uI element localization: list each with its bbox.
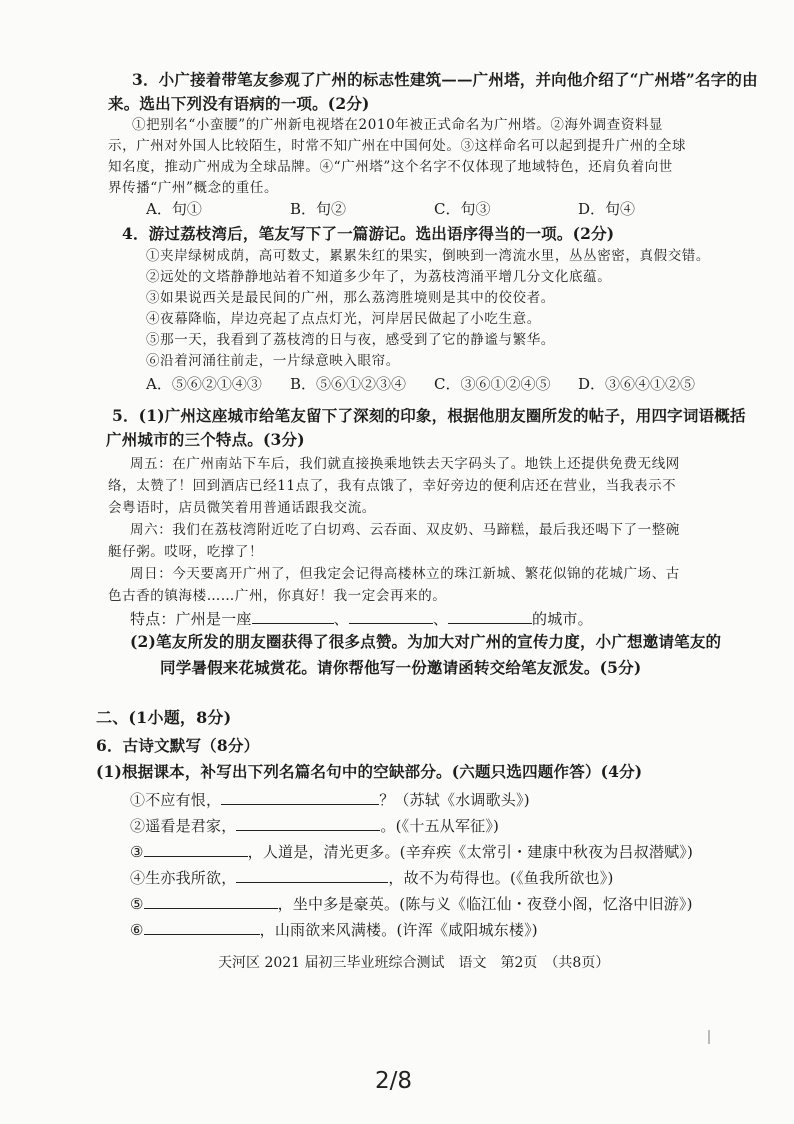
poem-line-6-pre: ⑥ (130, 921, 144, 939)
poem-line-4 (130, 867, 614, 888)
page-footer: 天河区 2021 届初三毕业班综合测试 语文 第2页 （共8页） (218, 955, 610, 971)
q5-post-line6: 周日：今天要离开广州了，但我定会记得高楼林立的珠江新城、繁花似锦的花城广场、古 (130, 566, 680, 582)
q5-post-line5: 艇仔粥。哎呀，吃撑了！ (108, 544, 264, 560)
q3-option-c[interactable]: C．句③ (434, 200, 491, 218)
q3-text-line3: 知名度，推动广州成为全球品牌。④“广州塔”这个名字不仅体现了地域特色，还肩负着向世 (108, 159, 673, 175)
q5-stem-line1: 5．(1)广州这座城市给笔友留下了深刻的印象，根据他朋友圈所发的帖子，用四字词语概括 (112, 406, 746, 425)
poem-line-6 (130, 919, 538, 940)
q3-text-line1: ①把别名“小蛮腰”的广州新电视塔在2010年被正式命名为广州塔。②海外调查资料显 (132, 117, 664, 133)
poem-line-4-pre: ④生亦我所欲， (130, 869, 237, 887)
q4-option-c[interactable]: C．③⑥①②④⑤ (434, 375, 551, 393)
section-2-heading: 二、(1小题，8分) (96, 708, 232, 727)
q6-part1-instruction: (1)根据课本，补写出下列名篇名句中的空缺部分。(六题只选四题作答）(4分) (96, 762, 643, 781)
q4-option-a[interactable]: A．⑤⑥②①④③ (146, 375, 262, 393)
q4-text-line6: ⑥沿着河涌往前走，一片绿意映入眼帘。 (146, 353, 400, 369)
q5-blank-1[interactable] (252, 608, 334, 624)
q6-heading: 6．古诗文默写（8分） (96, 736, 260, 755)
q3-option-d[interactable]: D．句④ (578, 200, 636, 218)
q5-post-line3: 会粤语时，店员微笑着用普通话跟我交流。 (108, 500, 376, 516)
poem-line-5-post: ，坐中多是豪英。(陈与义《临江仙・夜登小阁，忆洛中旧游》) (277, 895, 693, 913)
q3-option-b[interactable]: B．句② (290, 200, 347, 218)
q5-fill-line (130, 608, 593, 629)
poem-line-6-post: ，山雨欲来风满楼。(许浑《咸阳城东楼》) (259, 921, 538, 939)
q5-fill-sep-1: 、 (333, 610, 349, 628)
poem-blank-5[interactable] (144, 893, 278, 909)
q4-text-line3: ③如果说西关是最民间的广州，那么荔湾胜境则是其中的佼佼者。 (146, 290, 555, 306)
poem-blank-6[interactable] (144, 919, 260, 935)
page-indicator: 2/8 (375, 1068, 413, 1094)
poem-blank-2[interactable] (236, 815, 380, 831)
q5-part2-line2: 同学暑假来花城赏花。请你帮他写一份邀请函转交给笔友派发。(5分) (160, 658, 642, 677)
q4-text-line2: ②远处的文塔静静地站着不知道多少年了，为荔枝湾涌平增几分文化底蕴。 (146, 269, 612, 285)
poem-line-1-pre: ①不应有恨， (130, 791, 222, 809)
poem-line-2 (130, 815, 499, 836)
poem-line-4-post: ，故不为苟得也。(《鱼我所欲也》) (388, 869, 614, 887)
poem-line-3-pre: ③ (130, 843, 144, 861)
q5-post-line4: 周六：我们在荔枝湾附近吃了白切鸡、云吞面、双皮奶、马蹄糕，最后我还喝下了一整碗 (130, 522, 680, 538)
q5-post-line1: 周五：在广州南站下车后，我们就直接换乘地铁去天字码头了。地铁上还提供免费无线网 (130, 456, 680, 472)
q4-text-line5: ⑤那一天，我看到了荔枝湾的日与夜，感受到了它的静谧与繁华。 (146, 332, 555, 348)
poem-line-5 (130, 893, 693, 914)
q3-text-line2: 示，广州对外国人比较陌生，时常不知广州在中国何处。③这样命名可以起到提升广州的全球 (108, 138, 687, 154)
poem-line-1 (130, 789, 530, 810)
poem-blank-4[interactable] (236, 867, 388, 883)
q4-option-b[interactable]: B．⑤⑥①②③④ (290, 375, 407, 393)
poem-line-5-pre: ⑤ (130, 895, 144, 913)
poem-line-3 (130, 841, 693, 862)
q5-post-line2: 络，太赞了！回到酒店已经11点了，我有点饿了，幸好旁边的便利店还在营业，当我表示不 (108, 478, 677, 494)
q4-text-line1: ①夹岸绿树成荫，高可数丈，累累朱红的果实，倒映到一湾流水里，丛丛密密，真假交错。 (146, 248, 710, 264)
poem-blank-1[interactable] (221, 789, 379, 805)
q5-fill-sep-2: 、 (432, 610, 449, 628)
q3-stem-line1: 3．小广接着带笔友参观了广州的标志性建筑——广州塔，并向他介绍了“广州塔”名字的由 (132, 70, 758, 89)
scan-mark (708, 1030, 710, 1044)
q3-option-a[interactable]: A．句① (146, 200, 202, 218)
q3-stem-line2: 来。选出下列没有语病的一项。(2分) (108, 94, 370, 113)
q4-text-line4: ④夜幕降临，岸边亮起了点点灯光，河岸居民做起了小吃生意。 (146, 311, 541, 327)
q5-blank-2[interactable] (349, 608, 433, 624)
poem-blank-3[interactable] (144, 841, 248, 857)
q5-part2-line1: (2)笔友所发的朋友圈获得了很多点赞。为加大对广州的宣传力度，小广想邀请笔友的 (130, 632, 722, 651)
poem-line-1-post: ？（苏轼《水调歌头》) (379, 791, 530, 809)
q3-text-line4: 界传播“广州”概念的重任。 (108, 180, 279, 196)
q5-fill-suffix: 的城市。 (532, 610, 593, 628)
poem-line-2-post: 。(《十五从军征》) (380, 817, 500, 835)
q4-stem: 4．游过荔枝湾后，笔友写下了一篇游记。选出语序得当的一项。(2分) (122, 224, 615, 243)
q5-stem-line2: 广州城市的三个特点。(3分) (106, 430, 305, 449)
q4-option-d[interactable]: D．③⑥④①②⑤ (578, 375, 696, 393)
poem-line-3-post: ，人道是，清光更多。(辛弃疾《太常引・建康中秋夜为吕叔潜赋》) (247, 843, 694, 861)
q5-post-line7: 色古香的镇海楼……广州，你真好！我一定会再来的。 (108, 588, 447, 604)
poem-line-2-pre: ②遥看是君家， (130, 817, 237, 835)
q5-fill-prefix: 特点：广州是一座 (130, 610, 252, 628)
q5-blank-3[interactable] (448, 608, 532, 624)
